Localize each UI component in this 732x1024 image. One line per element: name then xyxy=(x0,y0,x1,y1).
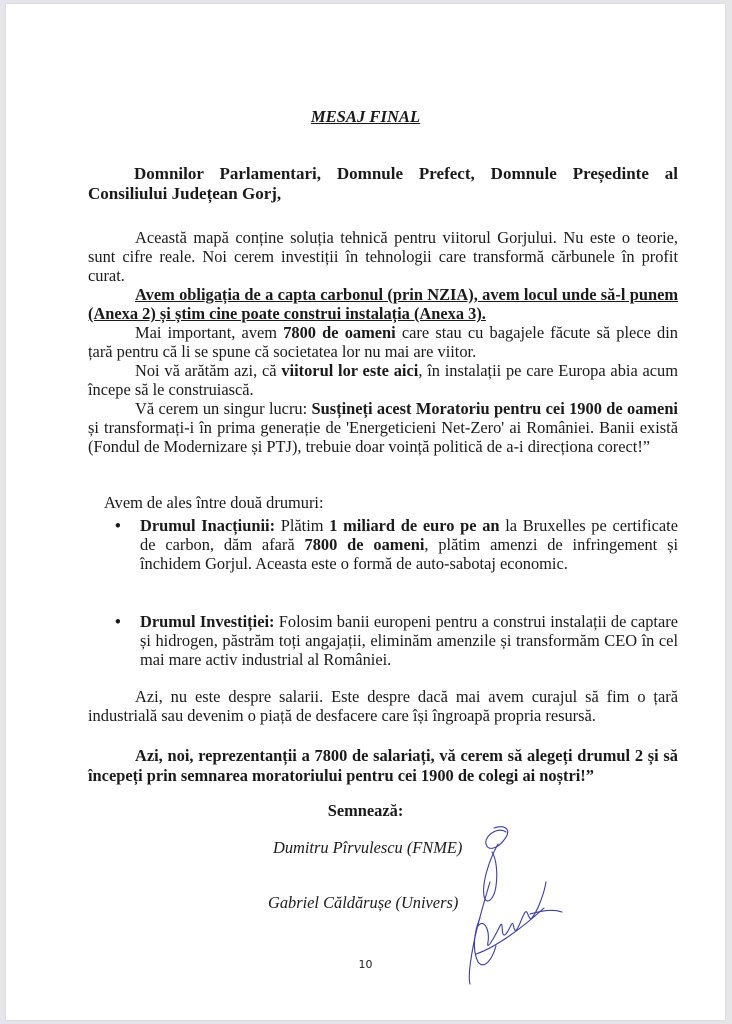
text-span: la Bruxelles pe certificate de carbon, dăm afară xyxy=(140,516,678,554)
bullet-label: Drumul Inacțiunii: xyxy=(140,516,276,535)
text-span: , în instalații pe care Europa abia acum începe să le construiască. xyxy=(88,361,679,399)
text-span: , plătim amenzi de infringement și închidem Gorjul. Aceasta este o formă de auto-sabotaj economic. xyxy=(140,535,678,573)
paragraph-salaries: Azi, nu este despre salarii. Este despre dacă mai avem curajul să fim o țară industrială sau devenim o piață de desfacere care își îngroapă propria resursă. xyxy=(88,687,678,725)
document-body xyxy=(6,4,725,1020)
emphasis-span: 1 miliard de euro pe an xyxy=(329,516,500,535)
bullet-icon: • xyxy=(115,612,121,631)
text-span: care stau cu bagajele făcute să plece din țară pentru că li se spune că societatea lor nu mai are viitor. xyxy=(88,323,678,361)
emphasis-span: 7800 de oameni xyxy=(304,535,425,554)
page-number: 10 xyxy=(358,958,373,971)
paragraph-intro: Această mapă conține soluția tehnică pentru viitorul Gorjului. Nu este o teorie, sunt cifre reale. Noi cerem investiții în tehnologii care transformă cărbunele în profit curat. xyxy=(88,228,678,285)
signer-name: Gabriel Căldărușe (Univers) xyxy=(268,893,459,912)
bullet-text xyxy=(140,612,678,669)
paragraph-obligation: Avem obligația de a capta carbonul (prin NZIA), avem locul unde să-l punem (Anexa 2) și știm cine poate construi instalația (Anexa 3). xyxy=(88,285,678,323)
closing-text: Azi, noi, reprezentanții a 7800 de salariați, vă cerem să alegeți drumul 2 și să începeți prin semnarea moratoriului pentru cei 1900 de colegi ai noștri!” xyxy=(88,746,678,785)
salutation xyxy=(88,164,678,204)
intro-block xyxy=(88,228,678,456)
text-span: Plătim xyxy=(275,516,330,535)
bullet-label: Drumul Investiției: xyxy=(140,612,275,631)
bullet-investment xyxy=(88,612,678,669)
bullet-icon: • xyxy=(115,516,121,535)
salutation-line-2: Consiliului Județean Gorj, xyxy=(88,184,282,203)
signatures-label: Semnează: xyxy=(327,801,404,820)
salutation-line-1: Domnilor Parlamentari, Domnule Prefect, Domnule Președinte al xyxy=(134,164,678,183)
emphasis-span: viitorul lor este aici xyxy=(281,361,419,380)
text-span: Mai important, avem xyxy=(135,323,284,342)
paragraph-future xyxy=(88,361,678,399)
closing-appeal xyxy=(88,746,678,786)
text-span: Noi vă arătăm azi, că xyxy=(135,361,282,380)
choices-lead: Avem de ales între două drumuri: xyxy=(104,493,324,512)
text-span: Folosim banii europeni pentru a construi instalații de captare și hidrogen, păstrăm toți angajații, eliminăm amenzile și transformăm CEO în cel mai mare activ industrial al României. xyxy=(140,612,678,669)
text-span: și transformați-i în prima generație de 'Energeticieni Net-Zero' ai României. Banii există (Fondul de Modernizare și PTJ), trebuie doar voință politică de a-i direcționa corect!” xyxy=(88,418,678,456)
emphasis-span: Susțineți acest Moratoriu pentru cei 1900 de oameni xyxy=(311,399,678,418)
document-title: MESAJ FINAL xyxy=(310,107,421,126)
document-page xyxy=(6,4,725,1020)
paragraph-people xyxy=(88,323,678,361)
signer-name: Dumitru Pîrvulescu (FNME) xyxy=(273,838,463,857)
bullet-inaction xyxy=(88,516,678,573)
paragraph-request xyxy=(88,399,678,456)
emphasis-span: 7800 de oameni xyxy=(283,323,396,342)
salaries-block xyxy=(88,687,678,725)
bullet-text xyxy=(140,516,678,573)
text-span: Vă cerem un singur lucru: xyxy=(135,399,312,418)
